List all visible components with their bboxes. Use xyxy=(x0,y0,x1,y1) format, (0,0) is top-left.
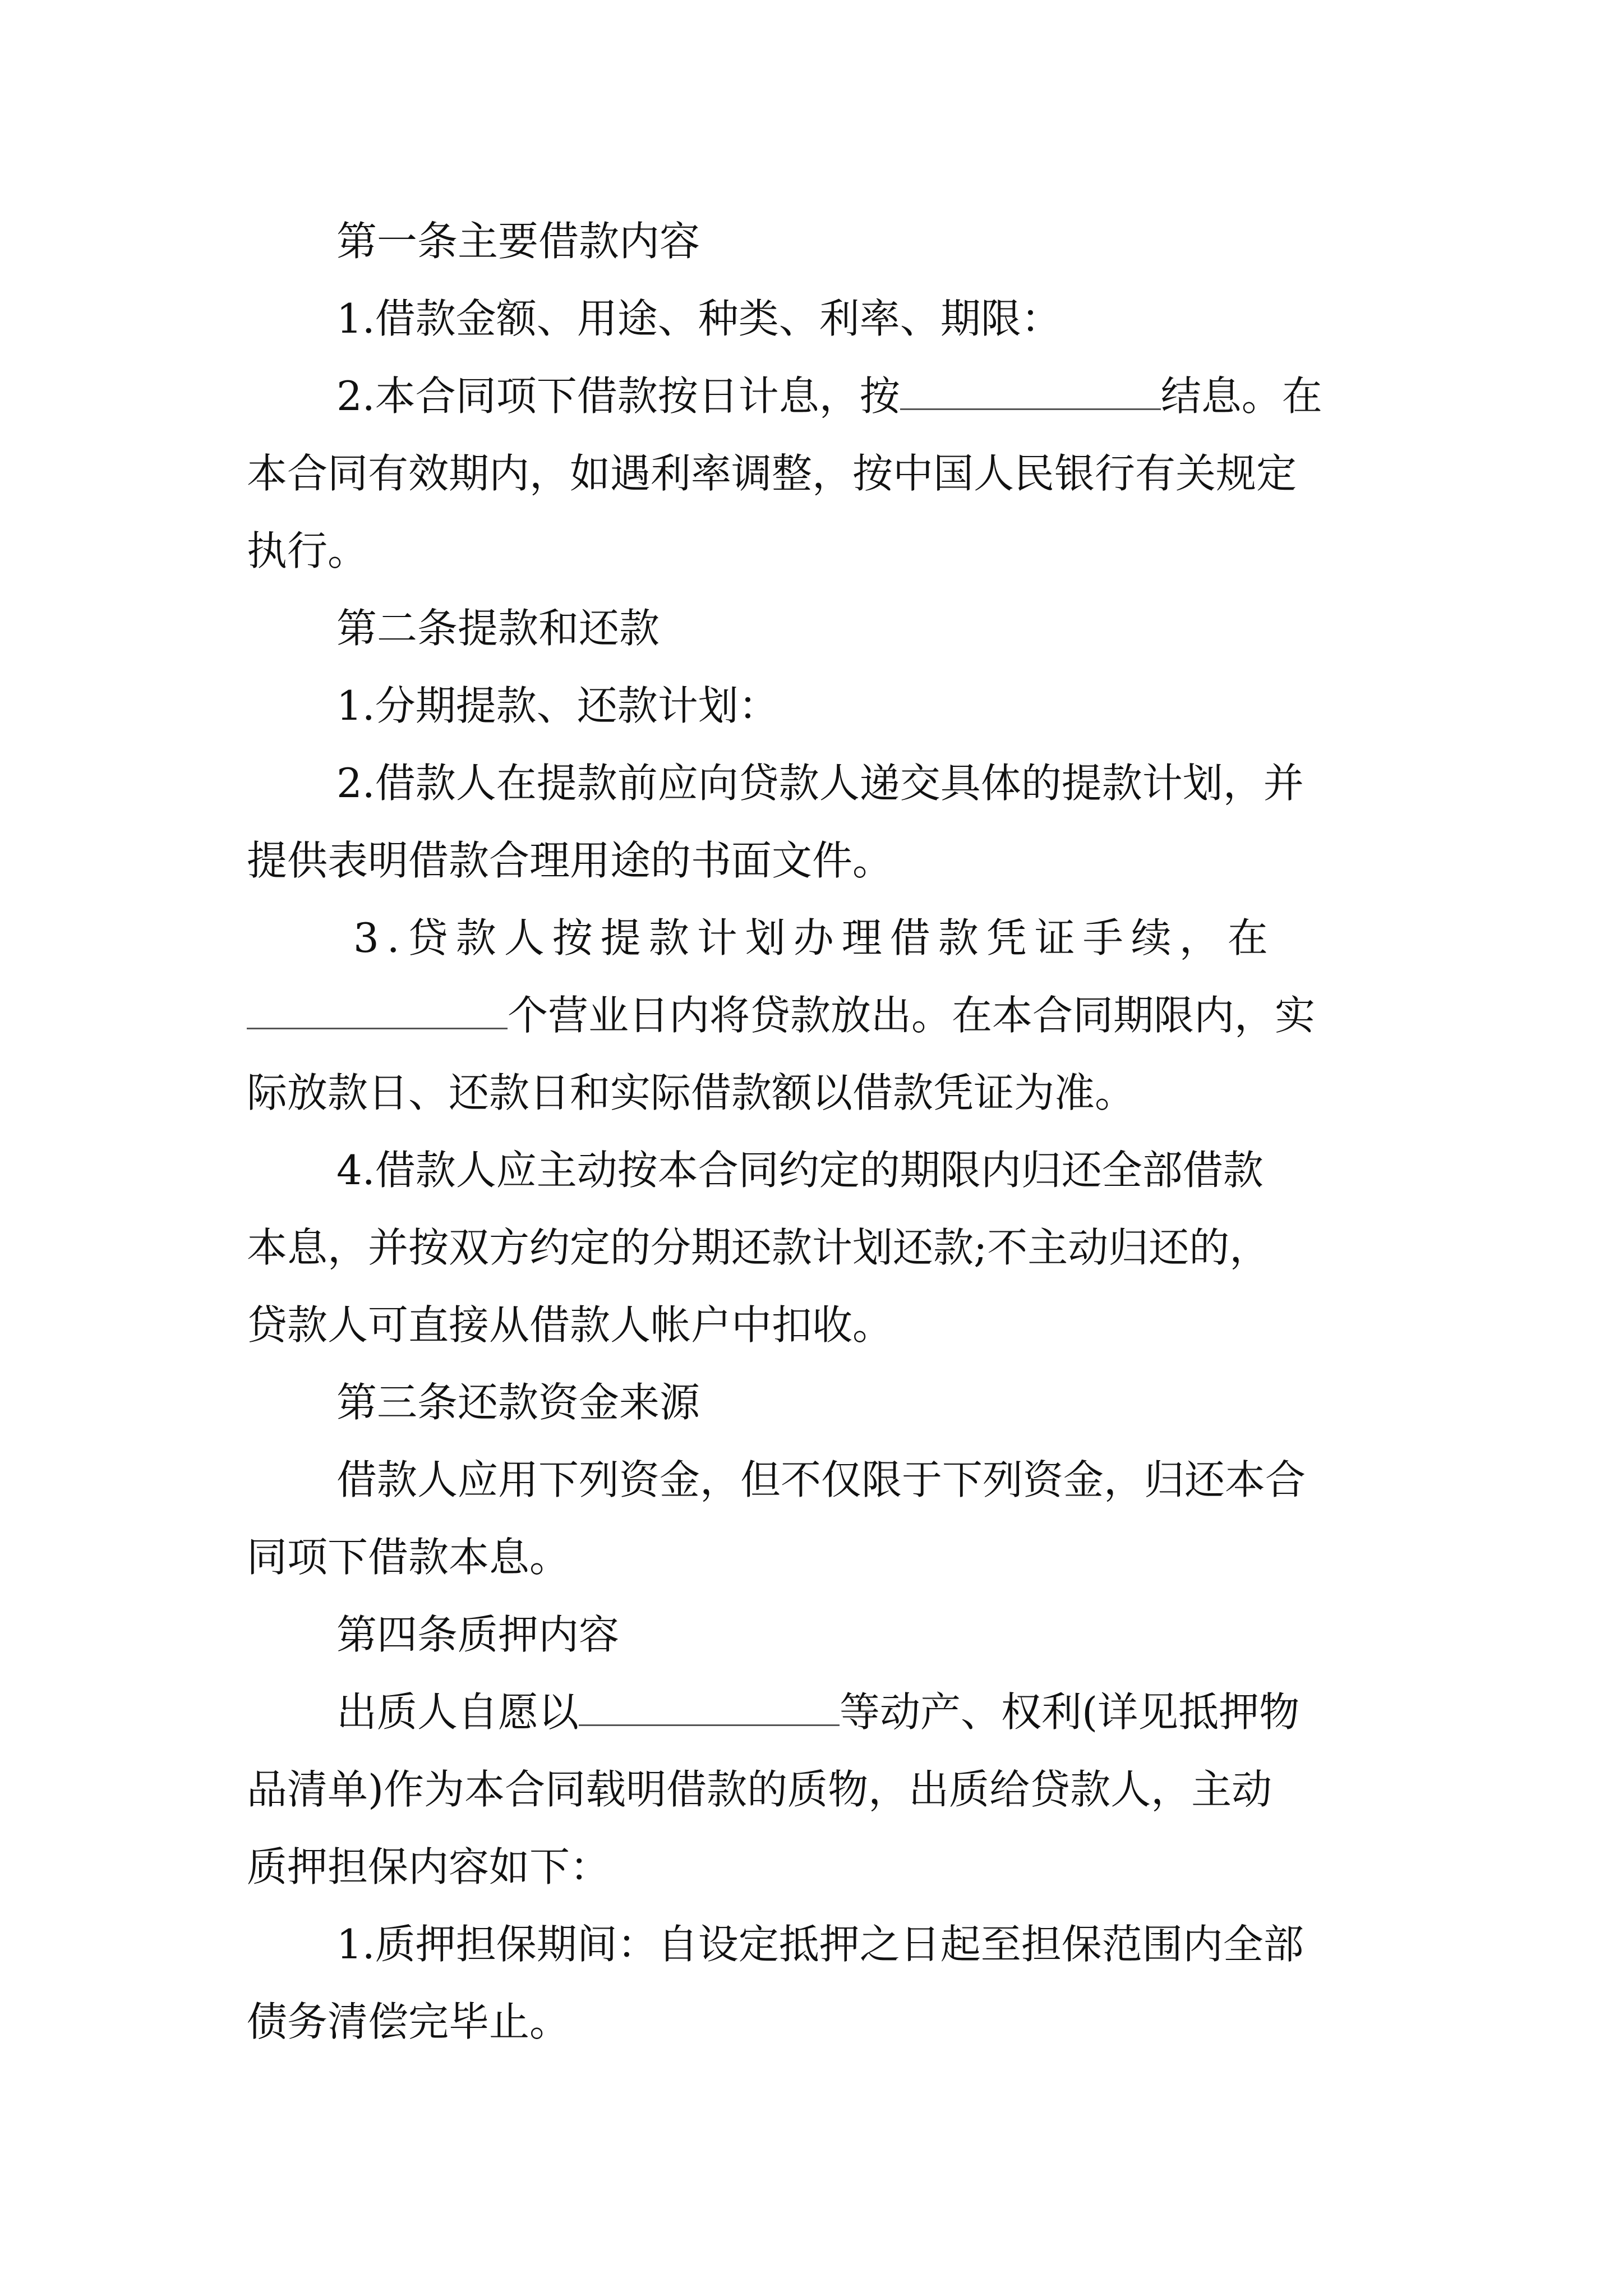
fill-in-blank-business-days xyxy=(247,987,508,1029)
article-2-item-2-line-1: 2.借款人在提款前应向贷款人递交具体的提款计划，并 xyxy=(336,760,1304,807)
article-4-body-line-2: 品清单)作为本合同载明借款的质物，出质给贷款人，主动 xyxy=(247,1766,1272,1813)
article-2-item-3-line-2 xyxy=(247,976,1391,1055)
article-2-heading: 第二条提款和还款 xyxy=(336,605,660,652)
article-4-text-after-blank: 等动产、权利(详见抵押物 xyxy=(840,1688,1300,1736)
article-2-item-3-line-3: 际放款日、还款日和实际借款额以借款凭证为准。 xyxy=(247,1069,1136,1116)
article-2-item-3-line-1: 3.贷款人按提款计划办理借款凭证手续，在 xyxy=(353,914,1276,961)
article-1-item-2-line-3: 执行。 xyxy=(247,527,368,574)
article-3-body-line-1: 借款人应用下列资金，但不仅限于下列资金，归还本合 xyxy=(336,1456,1306,1503)
article-1-item-2-text-after-blank: 结息。在 xyxy=(1160,372,1322,420)
article-4-body-line-3: 质押担保内容如下： xyxy=(247,1843,611,1890)
article-1-item-2-line-2: 本合同有效期内，如遇利率调整，按中国人民银行有关规定 xyxy=(247,450,1297,497)
article-1-item-2-line-1 xyxy=(336,357,1391,435)
article-3-body-line-2: 同项下借款本息。 xyxy=(247,1534,570,1581)
article-1-heading: 第一条主要借款内容 xyxy=(336,218,700,265)
article-2-item-4-line-1: 4.借款人应主动按本合同约定的期限内归还全部借款 xyxy=(336,1147,1264,1194)
fill-in-blank-collateral xyxy=(579,1684,840,1726)
article-4-item-1-line-1: 1.质押担保期间：自设定抵押之日起至担保范围内全部 xyxy=(336,1921,1304,1968)
article-2-item-1: 1.分期提款、还款计划： xyxy=(336,682,779,729)
article-1-item-2-text-before-blank: 2.本合同项下借款按日计息，按 xyxy=(336,372,900,420)
fill-in-blank-settlement xyxy=(900,368,1161,410)
article-2-item-4-line-3: 贷款人可直接从借款人帐户中扣收。 xyxy=(247,1301,893,1349)
article-2-item-3-text-after-blank: 个营业日内将贷款放出。在本合同期限内，实 xyxy=(508,992,1316,1039)
article-3-heading: 第三条还款资金来源 xyxy=(336,1379,700,1426)
article-4-item-1-line-2: 债务清偿完毕止。 xyxy=(247,1998,570,2045)
article-1-item-1: 1.借款金额、用途、种类、利率、期限： xyxy=(336,295,1062,342)
article-4-text-before-blank: 出质人自愿以 xyxy=(336,1688,579,1736)
article-4-heading: 第四条质押内容 xyxy=(336,1611,620,1658)
article-2-item-2-line-2: 提供表明借款合理用途的书面文件。 xyxy=(247,837,893,884)
article-4-body-line-1 xyxy=(336,1673,1391,1751)
article-2-item-4-line-2: 本息，并按双方约定的分期还款计划还款;不主动归还的， xyxy=(247,1224,1270,1271)
